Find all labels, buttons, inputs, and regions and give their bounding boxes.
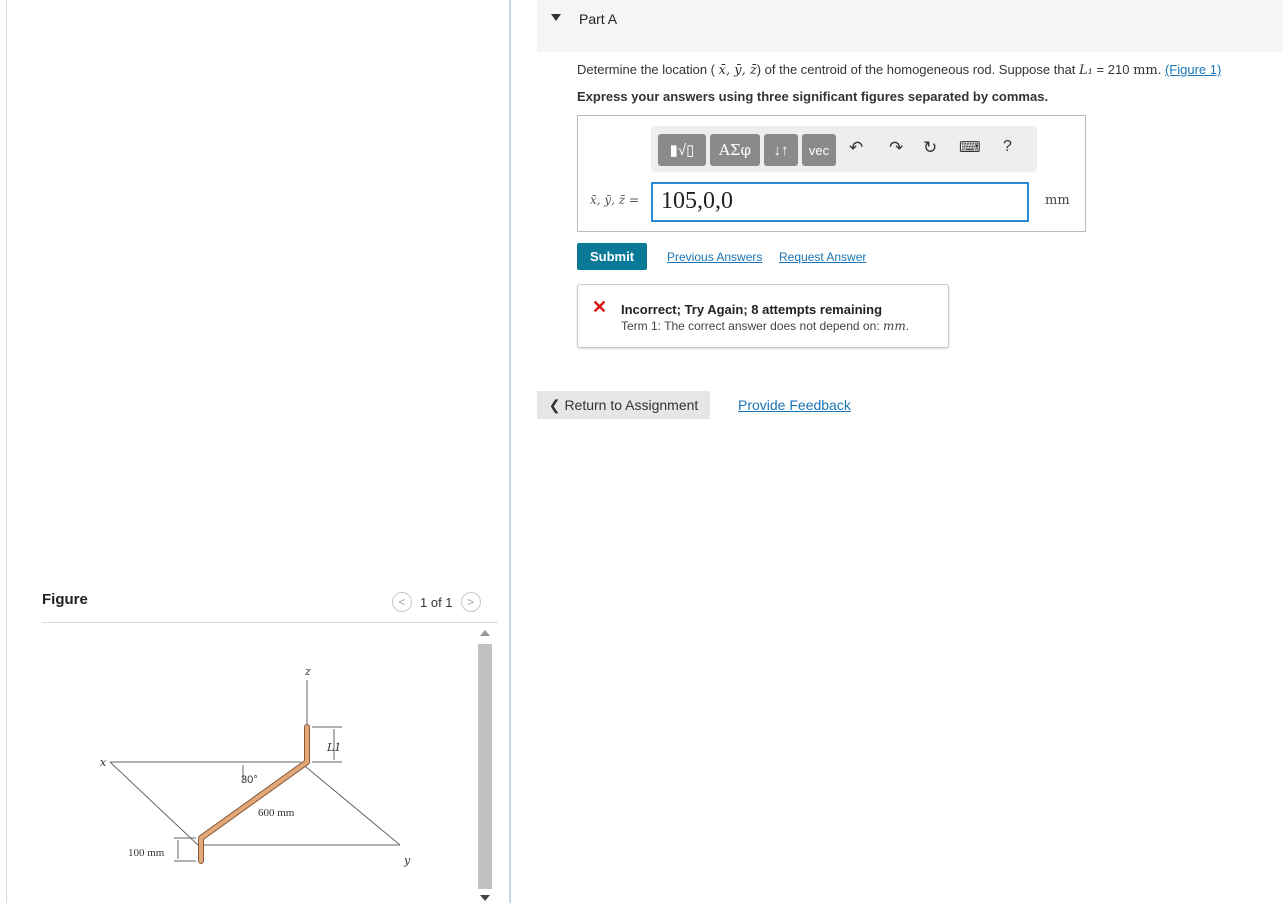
templates-button[interactable]: ▮√▯ [658,134,706,166]
scroll-up-icon[interactable] [480,630,490,636]
undo-icon[interactable]: ↶ [849,138,864,157]
feedback-box [577,284,949,348]
rod-diagram [90,655,430,895]
pane-edge [6,0,7,903]
answer-box [577,115,1086,232]
feedback-end: . [905,319,910,333]
angle-label: 30° [241,774,258,786]
math-toolbar [651,126,1037,172]
answer-input[interactable]: 105,0,0 [651,182,1029,222]
feedback-body [621,319,909,333]
figure-divider [42,622,498,623]
rod-figure [90,655,430,895]
provide-feedback-link[interactable]: Provide Feedback [738,397,851,413]
feedback-title: Incorrect; Try Again; 8 attempts remaining [621,302,883,317]
redo-icon[interactable]: ↷ [889,138,904,157]
answer-label: x̄, ȳ, z̄ = [590,193,639,207]
question-prefix: Determine the location ( [577,62,716,77]
question-text [577,62,1221,78]
figure-link[interactable]: (Figure 1) [1164,62,1222,77]
x-axis-label: x [100,756,107,769]
question-dot: . [1157,62,1162,77]
part-title: Part A [579,11,618,27]
z-axis-label: z [305,665,311,678]
L1-symbol: L₁ [1079,63,1093,78]
previous-answers-link[interactable]: Previous Answers [667,250,763,264]
y-axis-label: y [404,854,411,867]
figure-title: Figure [42,591,88,608]
instructions: Express your answers using three significant figures separated by commas. [577,89,1049,104]
length-600-label: 600 mm [258,807,295,819]
request-answer-link[interactable]: Request Answer [779,250,867,264]
scroll-thumb[interactable] [478,644,492,889]
figure-pager [392,592,481,612]
reset-icon[interactable]: ↻ [923,138,938,157]
centroid-vars: x̄, ȳ, z̄ [718,63,757,78]
greek-button[interactable]: ΑΣφ [710,134,760,166]
vec-button[interactable]: vec [802,134,836,166]
answer-unit: mm [1045,193,1070,208]
subscript-button[interactable]: ↓↑ [764,134,798,166]
figure-count: 1 of 1 [420,594,453,610]
feedback-body-text: Term 1: The correct answer does not depend on: [621,319,880,333]
submit-button[interactable]: Submit [577,243,647,270]
L1-label: L1 [327,741,342,754]
pane-divider[interactable] [509,0,511,903]
scroll-down-icon[interactable] [480,895,490,901]
chevron-left-icon: ❮ [548,396,561,413]
part-header[interactable] [537,0,1283,52]
question-middle: ) of the centroid of the homogeneous rod. Suppose that [756,62,1076,77]
length-100-label: 100 mm [128,847,165,859]
keyboard-icon[interactable]: ⌨ [959,139,981,156]
L1-unit: mm [1133,63,1158,78]
L1-value: = 210 [1096,62,1130,77]
prev-figure-button[interactable]: < [392,592,412,612]
return-label: Return to Assignment [564,397,699,413]
figure-pane [0,0,510,903]
figure-scrollbar[interactable] [476,628,494,903]
return-to-assignment-button[interactable] [537,391,710,419]
error-x-icon: ✕ [592,297,608,317]
collapse-caret-icon[interactable] [551,14,561,21]
feedback-term: mm [882,319,906,333]
next-figure-button[interactable]: > [461,592,481,612]
help-button[interactable]: ? [1003,138,1012,155]
